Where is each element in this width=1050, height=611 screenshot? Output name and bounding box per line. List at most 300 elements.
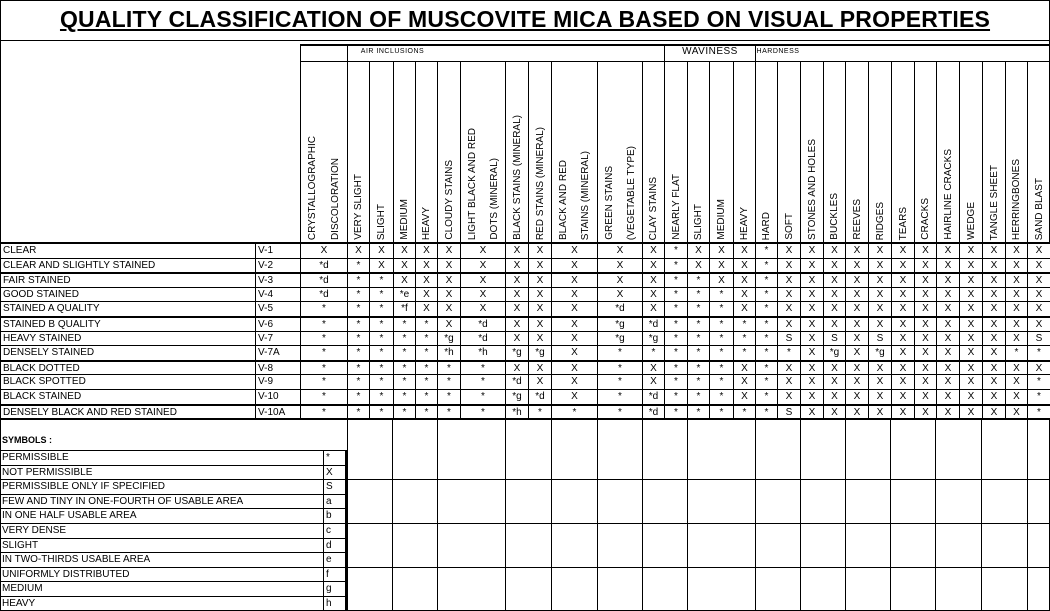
grade-name: CLEAR	[0, 243, 255, 258]
grade-value-cell: *g	[597, 331, 642, 346]
grade-value-cell: X	[1027, 243, 1050, 258]
symbol-code: c	[323, 523, 347, 538]
empty-cell	[935, 418, 981, 479]
grade-value-cell: X	[823, 258, 845, 273]
empty-cell	[687, 567, 755, 611]
grade-value-cell: X	[982, 316, 1005, 331]
column-header-label: SLIGHT	[693, 203, 704, 240]
grade-value-cell: X	[687, 243, 709, 258]
grade-value-cell: *d	[528, 389, 551, 404]
column-header	[369, 62, 393, 243]
column-header-label: STAINS (MINERAL)	[580, 150, 592, 240]
column-header-label: SOFT	[783, 213, 795, 240]
column-header-label: SLIGHT	[376, 203, 387, 240]
empty-cell	[437, 418, 505, 479]
symbol-code: b	[323, 508, 347, 523]
empty-cell	[505, 567, 551, 611]
grade-value-cell: *	[300, 331, 347, 346]
column-header-label: DOTS (MINERAL)	[488, 158, 500, 240]
grade-value-cell: X	[845, 374, 868, 389]
grade-value-cell: X	[437, 316, 460, 331]
symbol-label: MEDIUM	[0, 581, 323, 596]
grade-value-cell: X	[936, 301, 959, 316]
grade-value-cell: X	[891, 287, 914, 302]
grade-value-cell: X	[982, 389, 1005, 404]
grade-value-cell: X	[914, 389, 936, 404]
grade-value-cell: X	[642, 301, 664, 316]
grade-value-cell: X	[891, 389, 914, 404]
grade-name: STAINED A QUALITY	[0, 301, 255, 316]
empty-cell	[687, 479, 755, 523]
grade-value-cell: X	[777, 272, 800, 287]
grade-value-cell: X	[914, 404, 936, 419]
grade-value-cell: *	[347, 374, 369, 389]
column-header-label: SAND BLAST	[1033, 177, 1045, 240]
grade-value-cell: *	[709, 301, 733, 316]
grade-value-cell: X	[845, 331, 868, 346]
grade-code: V-7	[255, 331, 300, 346]
grade-value-cell: X	[777, 389, 800, 404]
grade-value-cell: X	[528, 258, 551, 273]
grade-value-cell: X	[800, 243, 823, 258]
grade-value-cell: X	[868, 389, 891, 404]
grade-value-cell: X	[642, 374, 664, 389]
grade-value-cell: *h	[460, 345, 505, 360]
grade-value-cell: X	[733, 243, 755, 258]
grade-value-cell: *	[1027, 389, 1050, 404]
grade-value-cell: X	[528, 374, 551, 389]
grade-value-cell: X	[891, 316, 914, 331]
empty-cell	[845, 567, 890, 611]
grade-value-cell: X	[528, 316, 551, 331]
grade-value-cell: X	[415, 272, 437, 287]
grade-value-cell: X	[551, 374, 597, 389]
column-header	[597, 62, 642, 243]
grade-value-cell: *	[415, 316, 437, 331]
empty-cell	[392, 567, 437, 611]
grade-value-cell: *	[415, 345, 437, 360]
grade-value-cell: X	[891, 345, 914, 360]
grade-value-cell: *g	[597, 316, 642, 331]
grade-value-cell: X	[777, 301, 800, 316]
column-header-label: NEARLY FLAT	[670, 174, 682, 240]
grade-value-cell: X	[868, 243, 891, 258]
grade-value-cell: X	[505, 287, 528, 302]
empty-cell	[800, 418, 845, 479]
column-header-label: RED STAINS (MINERAL)	[534, 126, 546, 240]
grade-value-cell: X	[528, 272, 551, 287]
grade-value-cell: X	[460, 272, 505, 287]
grade-value-cell: X	[505, 316, 528, 331]
grade-value-cell: *	[369, 389, 393, 404]
grade-value-cell: *	[709, 360, 733, 375]
column-header	[300, 62, 347, 243]
empty-cell	[755, 523, 800, 567]
grade-value-cell: X	[347, 243, 369, 258]
grade-value-cell: X	[528, 287, 551, 302]
grade-value-cell: *	[597, 404, 642, 419]
symbol-code: f	[323, 567, 347, 582]
grade-value-cell: X	[936, 389, 959, 404]
grade-value-cell: *	[687, 389, 709, 404]
column-header-label: RIDGES	[874, 201, 886, 240]
column-header-label: (VEGETABLE TYPE)	[625, 145, 637, 240]
grade-value-cell: X	[959, 287, 982, 302]
grade-value-cell: X	[823, 374, 845, 389]
grade-value-cell: *	[437, 374, 460, 389]
grade-value-cell: *	[664, 374, 687, 389]
grade-value-cell: *e	[393, 287, 415, 302]
grade-name: DENSELY STAINED	[0, 345, 255, 360]
grade-code: V-9	[255, 374, 300, 389]
grade-value-cell: X	[936, 243, 959, 258]
column-header	[891, 62, 914, 243]
grade-value-cell: *	[300, 404, 347, 419]
grade-value-cell: *	[1005, 345, 1027, 360]
grade-value-cell: *	[755, 374, 777, 389]
grade-value-cell: X	[437, 272, 460, 287]
grade-value-cell: X	[393, 258, 415, 273]
grade-value-cell: X	[777, 360, 800, 375]
grade-value-cell: *	[347, 287, 369, 302]
grade-value-cell: *	[300, 345, 347, 360]
grade-value-cell: X	[800, 258, 823, 273]
grade-value-cell: X	[415, 287, 437, 302]
empty-cell	[890, 418, 935, 479]
grade-code: V-4	[255, 287, 300, 302]
page-title: QUALITY CLASSIFICATION OF MUSCOVITE MICA BASED ON VISUAL PROPERTIES	[0, 0, 1050, 40]
grade-value-cell: X	[505, 272, 528, 287]
grade-value-cell: X	[891, 272, 914, 287]
grade-value-cell: X	[551, 258, 597, 273]
grade-value-cell: X	[800, 345, 823, 360]
column-header-label: GREEN STAINS	[603, 166, 615, 240]
symbol-label: PERMISSIBLE	[0, 450, 323, 465]
grade-value-cell: *	[733, 345, 755, 360]
symbol-label: IN ONE HALF USABLE AREA	[0, 508, 323, 523]
grade-value-cell: X	[460, 243, 505, 258]
grade-value-cell: X	[642, 287, 664, 302]
column-header-label: CRACKS	[920, 198, 931, 240]
grade-value-cell: X	[1027, 316, 1050, 331]
column-header-label: HARD	[761, 211, 772, 240]
grade-value-cell: *	[755, 345, 777, 360]
grade-value-cell: X	[1005, 258, 1027, 273]
group-header-air: AIR INCLUSIONS	[347, 44, 437, 62]
grade-code: V-8	[255, 360, 300, 375]
empty-cell	[347, 567, 392, 611]
grade-value-cell: X	[1005, 272, 1027, 287]
symbol-label: SLIGHT	[0, 538, 323, 553]
grade-value-cell: X	[936, 404, 959, 419]
grade-value-cell: X	[823, 404, 845, 419]
grade-value-cell: *	[347, 331, 369, 346]
grade-value-cell: X	[642, 243, 664, 258]
grade-value-cell: *g	[823, 345, 845, 360]
grade-value-cell: X	[551, 345, 597, 360]
grade-value-cell: X	[914, 258, 936, 273]
empty-cell	[845, 523, 890, 567]
column-header	[959, 62, 982, 243]
grade-value-cell: *	[709, 389, 733, 404]
grade-value-cell: X	[891, 331, 914, 346]
grade-code: V-10A	[255, 404, 300, 419]
empty-cell	[642, 479, 687, 523]
grade-value-cell: *	[755, 287, 777, 302]
empty-cell	[551, 523, 597, 567]
grade-value-cell: X	[936, 360, 959, 375]
column-header-label: WEDGE	[965, 202, 977, 240]
grade-value-cell: *	[1027, 404, 1050, 419]
symbol-label: FEW AND TINY IN ONE-FOURTH OF USABLE AREA	[0, 494, 323, 509]
column-header	[982, 62, 1005, 243]
grade-value-cell: X	[505, 360, 528, 375]
column-header	[505, 62, 528, 243]
grade-value-cell: *	[687, 316, 709, 331]
grade-value-cell: X	[959, 404, 982, 419]
column-header	[687, 62, 709, 243]
column-header-label: HEAVY	[421, 206, 432, 240]
grade-value-cell: X	[1005, 374, 1027, 389]
grade-value-cell: X	[1027, 287, 1050, 302]
grade-value-cell: *	[755, 243, 777, 258]
grade-value-cell: S	[868, 331, 891, 346]
group-header-hardness: HARDNESS	[755, 44, 800, 62]
column-header	[733, 62, 755, 243]
grade-code: V-1	[255, 243, 300, 258]
symbol-label: UNIFORMLY DISTRIBUTED	[0, 567, 323, 582]
grade-value-cell: X	[505, 331, 528, 346]
grade-value-cell: *	[709, 287, 733, 302]
empty-cell	[687, 418, 755, 479]
grade-value-cell: X	[914, 331, 936, 346]
symbol-code: a	[323, 494, 347, 509]
grade-value-cell: *	[709, 404, 733, 419]
grade-value-cell: *	[597, 360, 642, 375]
grade-value-cell: X	[982, 301, 1005, 316]
grade-value-cell: X	[982, 243, 1005, 258]
grade-value-cell: *d	[642, 389, 664, 404]
empty-cell	[981, 567, 1027, 611]
empty-cell	[551, 479, 597, 523]
empty-cell	[1027, 479, 1050, 523]
empty-cell	[347, 479, 392, 523]
grade-value-cell: *	[347, 272, 369, 287]
column-header	[393, 62, 415, 243]
grade-name: FAIR STAINED	[0, 272, 255, 287]
grade-value-cell: X	[800, 301, 823, 316]
empty-cell	[800, 523, 845, 567]
grade-value-cell: *	[687, 360, 709, 375]
grade-value-cell: X	[845, 258, 868, 273]
grade-value-cell: X	[709, 258, 733, 273]
empty-cell	[437, 567, 505, 611]
symbol-label: VERY DENSE	[0, 523, 323, 538]
column-header-label: MEDIUM	[716, 199, 727, 240]
grade-value-cell: *	[664, 331, 687, 346]
grade-value-cell: *	[709, 345, 733, 360]
column-header-label: BLACK AND RED	[557, 159, 569, 240]
grade-value-cell: *	[393, 345, 415, 360]
empty-cell	[642, 567, 687, 611]
grade-name: BLACK SPOTTED	[0, 374, 255, 389]
grade-value-cell: *	[369, 374, 393, 389]
grade-value-cell: X	[868, 258, 891, 273]
empty-cell	[755, 479, 800, 523]
empty-cell	[597, 479, 642, 523]
grade-value-cell: X	[437, 243, 460, 258]
grade-value-cell: *	[687, 331, 709, 346]
grade-value-cell: X	[936, 316, 959, 331]
grade-value-cell: X	[891, 301, 914, 316]
grade-value-cell: X	[642, 360, 664, 375]
grade-value-cell: X	[868, 360, 891, 375]
symbol-code: S	[323, 479, 347, 494]
grade-value-cell: S	[1027, 331, 1050, 346]
grade-value-cell: *	[415, 331, 437, 346]
grade-value-cell: X	[845, 301, 868, 316]
column-header-label: CRYSTALLOGRAPHIC	[307, 135, 318, 240]
grade-value-cell: X	[551, 389, 597, 404]
grade-value-cell: X	[460, 258, 505, 273]
grade-value-cell: *	[733, 331, 755, 346]
grade-value-cell: *	[393, 374, 415, 389]
grade-code: V-5	[255, 301, 300, 316]
column-header	[823, 62, 845, 243]
grade-name: BLACK DOTTED	[0, 360, 255, 375]
grade-value-cell: X	[733, 360, 755, 375]
empty-cell	[392, 479, 437, 523]
grade-value-cell: *	[528, 404, 551, 419]
grade-value-cell: X	[709, 272, 733, 287]
empty-cell	[551, 418, 597, 479]
grade-value-cell: *	[1027, 345, 1050, 360]
symbol-code: d	[323, 538, 347, 553]
grade-value-cell: X	[642, 258, 664, 273]
grade-value-cell: X	[868, 316, 891, 331]
grade-value-cell: *	[393, 360, 415, 375]
empty-cell	[890, 479, 935, 523]
column-header-label: LIGHT BLACK AND RED	[466, 127, 478, 240]
grade-value-cell: *	[642, 345, 664, 360]
grade-value-cell: *	[369, 404, 393, 419]
grade-value-cell: X	[393, 272, 415, 287]
grade-value-cell: X	[505, 258, 528, 273]
grade-value-cell: X	[1005, 243, 1027, 258]
empty-cell	[505, 523, 551, 567]
grade-value-cell: X	[982, 345, 1005, 360]
grade-value-cell: X	[823, 316, 845, 331]
column-header-label: HEAVY	[739, 206, 750, 240]
symbols-heading: SYMBOLS :	[2, 435, 53, 445]
empty-cell	[347, 418, 392, 479]
column-header-label: REEVES	[851, 199, 863, 240]
grade-value-cell: X	[959, 272, 982, 287]
grade-value-cell: *	[393, 316, 415, 331]
grade-code: V-10	[255, 389, 300, 404]
grade-value-cell: *	[755, 331, 777, 346]
empty-cell	[890, 523, 935, 567]
grade-value-cell: X	[823, 287, 845, 302]
grade-value-cell: *	[733, 316, 755, 331]
column-header	[1027, 62, 1050, 243]
column-header	[664, 62, 687, 243]
grade-value-cell: X	[1005, 287, 1027, 302]
grade-value-cell: X	[959, 331, 982, 346]
grade-value-cell: X	[959, 374, 982, 389]
grade-value-cell: *	[755, 404, 777, 419]
grade-value-cell: *	[687, 404, 709, 419]
empty-cell	[505, 418, 551, 479]
grade-value-cell: X	[959, 360, 982, 375]
grade-value-cell: X	[415, 243, 437, 258]
grade-value-cell: S	[777, 404, 800, 419]
grade-value-cell: *	[369, 301, 393, 316]
column-header-label: MEDIUM	[399, 199, 410, 240]
grade-name: GOOD STAINED	[0, 287, 255, 302]
grade-value-cell: X	[823, 272, 845, 287]
grade-value-cell: *	[460, 374, 505, 389]
empty-cell	[392, 418, 437, 479]
column-header	[347, 62, 369, 243]
column-header	[528, 62, 551, 243]
grade-value-cell: *	[347, 404, 369, 419]
grade-value-cell: *d	[642, 316, 664, 331]
grade-value-cell: *f	[393, 301, 415, 316]
column-header-label: VERY SLIGHT	[353, 174, 364, 240]
grade-value-cell: X	[800, 272, 823, 287]
grade-value-cell: *	[369, 345, 393, 360]
grade-value-cell: X	[1027, 258, 1050, 273]
grade-value-cell: X	[597, 243, 642, 258]
grade-value-cell: X	[1005, 389, 1027, 404]
column-header	[755, 62, 777, 243]
grade-value-cell: X	[709, 243, 733, 258]
symbol-code: e	[323, 552, 347, 567]
column-header-label: DISCOLORATION	[330, 157, 341, 240]
grade-value-cell: *	[415, 374, 437, 389]
grade-value-cell: *	[347, 258, 369, 273]
symbol-code: X	[323, 465, 347, 480]
grade-value-cell: X	[868, 301, 891, 316]
grade-value-cell: X	[914, 272, 936, 287]
grade-value-cell: *	[687, 287, 709, 302]
grade-value-cell: X	[982, 331, 1005, 346]
grade-value-cell: *d	[460, 331, 505, 346]
grade-value-cell: X	[1027, 301, 1050, 316]
grade-value-cell: *	[709, 331, 733, 346]
empty-cell	[981, 479, 1027, 523]
grade-value-cell: *g	[642, 331, 664, 346]
grade-value-cell: X	[959, 389, 982, 404]
grade-value-cell: X	[777, 243, 800, 258]
grade-value-cell: *	[393, 389, 415, 404]
symbol-label: NOT PERMISSIBLE	[0, 465, 323, 480]
symbol-label: IN TWO-THIRDS USABLE AREA	[0, 552, 323, 567]
grade-value-cell: X	[800, 360, 823, 375]
grade-value-cell: *	[664, 243, 687, 258]
grade-value-cell: X	[845, 360, 868, 375]
empty-cell	[1027, 418, 1050, 479]
grade-value-cell: X	[437, 301, 460, 316]
grade-value-cell: *d	[300, 272, 347, 287]
grade-value-cell: *	[1027, 374, 1050, 389]
grade-value-cell: X	[597, 258, 642, 273]
grade-value-cell: X	[733, 258, 755, 273]
column-header	[777, 62, 800, 243]
grade-value-cell: *	[460, 389, 505, 404]
grade-value-cell: X	[891, 404, 914, 419]
